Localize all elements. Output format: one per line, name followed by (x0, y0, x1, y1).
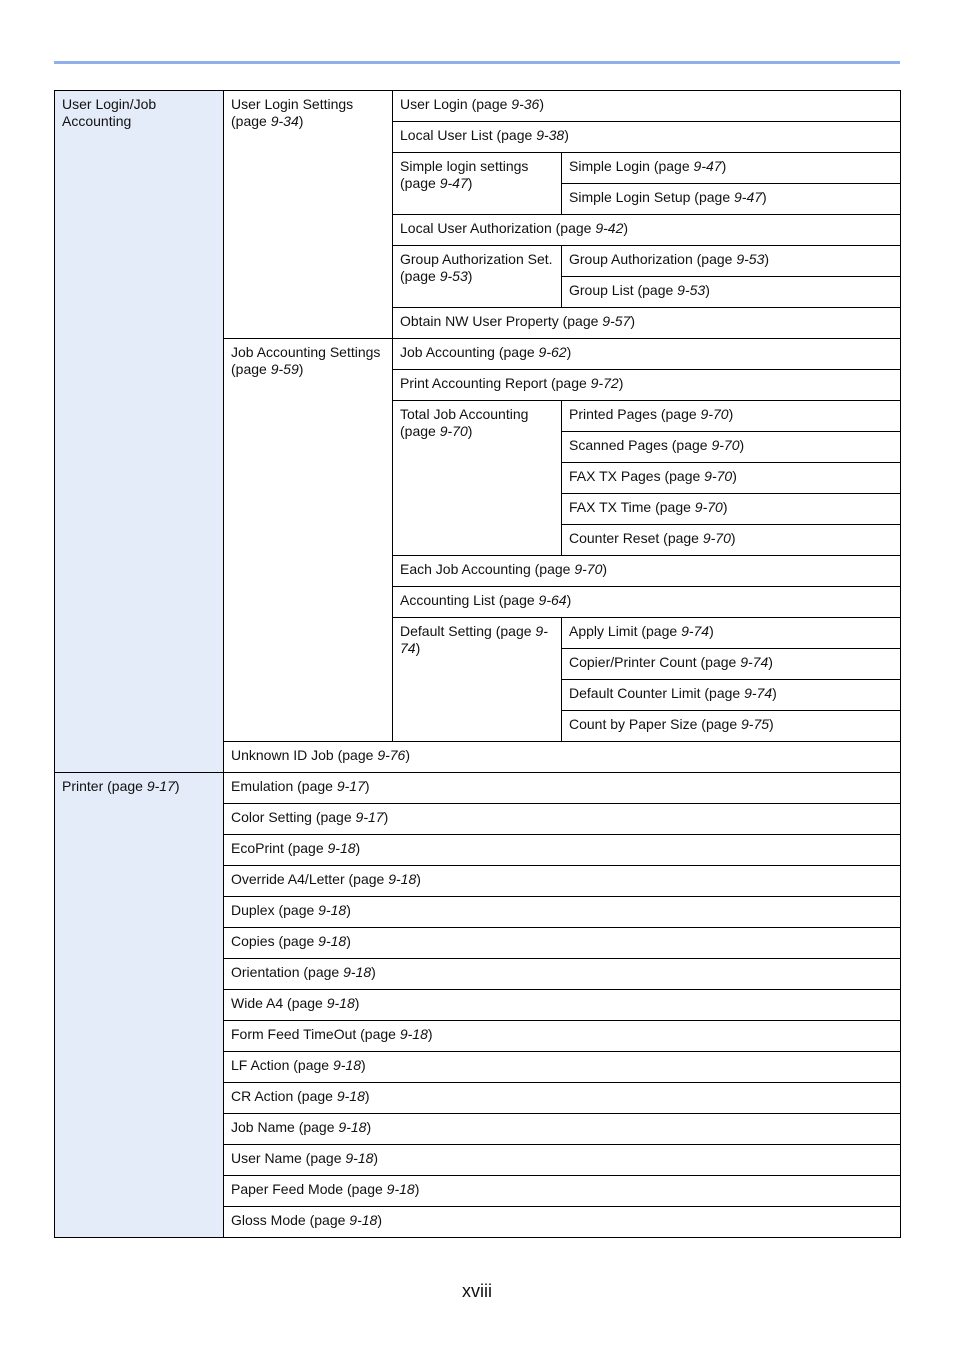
cell-fax-tx-time: FAX TX Time (page 9-70) (562, 494, 901, 525)
cell-simple-login: Simple Login (page 9-47) (562, 153, 901, 184)
printer-item-row: Paper Feed Mode (page 9-18) (224, 1176, 901, 1207)
cell-printer: Printer (page 9-17) (55, 773, 224, 1238)
cell-each-job-accounting: Each Job Accounting (page 9-70) (393, 556, 901, 587)
cell-group-authorization-set: Group Authorization Set. (page 9-53) (393, 246, 562, 308)
cell-local-user-list: Local User List (page 9-38) (393, 122, 901, 153)
cell-job-accounting-settings: Job Accounting Settings (page 9-59) (224, 339, 393, 742)
printer-item-row: Orientation (page 9-18) (224, 959, 901, 990)
printer-item-row: Job Name (page 9-18) (224, 1114, 901, 1145)
cell-local-user-authorization: Local User Authorization (page 9-42) (393, 215, 901, 246)
cell-group-authorization: Group Authorization (page 9-53) (562, 246, 901, 277)
cell-group-list: Group List (page 9-53) (562, 277, 901, 308)
printer-item-row: EcoPrint (page 9-18) (224, 835, 901, 866)
cell-user-login: User Login (page 9-36) (393, 91, 901, 122)
cell-copier-printer-count: Copier/Printer Count (page 9-74) (562, 649, 901, 680)
header-rule (54, 61, 900, 64)
cell-print-accounting-report: Print Accounting Report (page 9-72) (393, 370, 901, 401)
menu-table (54, 90, 901, 1238)
cell-job-accounting: Job Accounting (page 9-62) (393, 339, 901, 370)
cell-default-setting: Default Setting (page 9-74) (393, 618, 562, 742)
cell-apply-limit: Apply Limit (page 9-74) (562, 618, 901, 649)
printer-item-row: Wide A4 (page 9-18) (224, 990, 901, 1021)
printer-item-row: Color Setting (page 9-17) (224, 804, 901, 835)
printer-item-row: Form Feed TimeOut (page 9-18) (224, 1021, 901, 1052)
printer-item-row: CR Action (page 9-18) (224, 1083, 901, 1114)
cell-scanned-pages: Scanned Pages (page 9-70) (562, 432, 901, 463)
printer-item-row: Emulation (page 9-17) (224, 773, 901, 804)
cell-simple-login-setup: Simple Login Setup (page 9-47) (562, 184, 901, 215)
cell-accounting-list: Accounting List (page 9-64) (393, 587, 901, 618)
printer-item-row: Duplex (page 9-18) (224, 897, 901, 928)
printer-item-row: Override A4/Letter (page 9-18) (224, 866, 901, 897)
cell-user-login-settings: User Login Settings (page 9-34) (224, 91, 393, 339)
cell-fax-tx-pages: FAX TX Pages (page 9-70) (562, 463, 901, 494)
cell-counter-reset: Counter Reset (page 9-70) (562, 525, 901, 556)
page-number: xviii (462, 1281, 492, 1301)
cell-obtain-nw-user-property: Obtain NW User Property (page 9-57) (393, 308, 901, 339)
printer-item-row: LF Action (page 9-18) (224, 1052, 901, 1083)
printer-item-row: User Name (page 9-18) (224, 1145, 901, 1176)
printer-item-row: Copies (page 9-18) (224, 928, 901, 959)
cell-total-job-accounting: Total Job Accounting (page 9-70) (393, 401, 562, 556)
cell-printed-pages: Printed Pages (page 9-70) (562, 401, 901, 432)
cell-simple-login-settings: Simple login settings (page 9-47) (393, 153, 562, 215)
cell-unknown-id-job: Unknown ID Job (page 9-76) (224, 742, 901, 773)
printer-item-row: Gloss Mode (page 9-18) (224, 1207, 901, 1238)
cell-user-login-job-accounting: User Login/Job Accounting (55, 91, 224, 773)
cell-default-counter-limit: Default Counter Limit (page 9-74) (562, 680, 901, 711)
cell-count-by-paper-size: Count by Paper Size (page 9-75) (562, 711, 901, 742)
